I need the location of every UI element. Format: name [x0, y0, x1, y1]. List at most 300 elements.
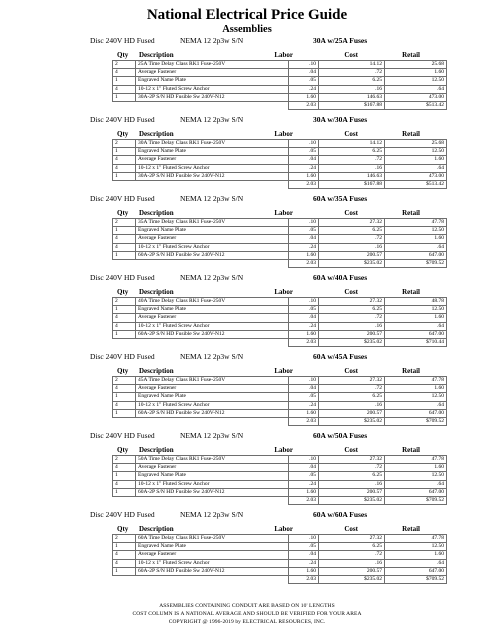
cell-retail: .64: [385, 559, 447, 567]
cell-retail: .64: [385, 401, 447, 409]
total-cost: $167.88: [319, 181, 385, 189]
cell-description: 30A Time Delay Class RK1 Fuse-250V: [136, 140, 289, 148]
cell-labor: .04: [289, 314, 319, 322]
column-header-cost: Cost: [344, 446, 358, 454]
section-type: Disc 240V HD Fused: [90, 115, 155, 124]
cell-labor: .24: [289, 480, 319, 488]
cell-cost: 6.25: [319, 306, 385, 314]
cell-description: Engraved Name Plate: [136, 148, 289, 156]
cell-retail: .64: [385, 322, 447, 330]
cell-labor: .10: [289, 456, 319, 464]
total-blank-cell: [113, 339, 136, 347]
cell-qty: 4: [113, 235, 136, 243]
total-row: [113, 339, 447, 347]
cell-labor: .04: [289, 69, 319, 77]
cell-cost: .16: [319, 401, 385, 409]
section-type: Disc 240V HD Fused: [90, 431, 155, 440]
cell-labor: .05: [289, 227, 319, 235]
cell-labor: .10: [289, 535, 319, 543]
cell-retail: 48.78: [385, 298, 447, 306]
cell-description: 30A-2P S/N HD Fusible Sw 240V-N12: [136, 93, 289, 101]
cell-qty: 4: [113, 69, 136, 77]
total-row: [113, 576, 447, 584]
section-header: [0, 509, 494, 520]
cell-qty: 4: [113, 385, 136, 393]
total-labor: 2.03: [289, 497, 319, 505]
cell-description: Average Fastener: [136, 464, 289, 472]
table-row: [113, 85, 447, 93]
page-subtitle: Assemblies: [222, 24, 272, 35]
total-cost: $235.02: [319, 418, 385, 426]
column-header-labor: Labor: [274, 130, 293, 138]
cell-labor: .10: [289, 377, 319, 385]
cell-cost: 6.25: [319, 472, 385, 480]
cell-qty: 1: [113, 567, 136, 575]
cell-labor: 1.60: [289, 93, 319, 101]
cell-cost: 6.25: [319, 543, 385, 551]
cell-description: 10-12 x 1" Fluted Screw Anchor: [136, 164, 289, 172]
column-header-labor: Labor: [274, 51, 293, 59]
cell-labor: .10: [289, 298, 319, 306]
cell-qty: 2: [113, 298, 136, 306]
cell-retail: 12.50: [385, 227, 447, 235]
table-row: [113, 172, 447, 180]
section-type: Disc 240V HD Fused: [90, 273, 155, 282]
cell-cost: 27.32: [319, 535, 385, 543]
cell-cost: 146.63: [319, 93, 385, 101]
cell-description: Engraved Name Plate: [136, 306, 289, 314]
cell-cost: 27.32: [319, 219, 385, 227]
cell-description: Engraved Name Plate: [136, 543, 289, 551]
total-row: [113, 260, 447, 268]
cell-labor: .10: [289, 140, 319, 148]
section-type: Disc 240V HD Fused: [90, 194, 155, 203]
section-rating: 60A w/45A Fuses: [313, 352, 368, 361]
total-blank-cell: [113, 497, 136, 505]
column-header-retail: Retail: [402, 446, 420, 454]
cell-qty: 1: [113, 472, 136, 480]
cell-labor: .04: [289, 464, 319, 472]
column-header-labor: Labor: [274, 367, 293, 375]
cell-qty: 2: [113, 140, 136, 148]
table-row: [113, 543, 447, 551]
column-header-labor: Labor: [274, 288, 293, 296]
cell-qty: 1: [113, 227, 136, 235]
total-labor: 2.03: [289, 102, 319, 110]
table-row: [113, 69, 447, 77]
total-blank-cell: [113, 181, 136, 189]
cell-cost: .72: [319, 314, 385, 322]
cell-cost: 200.57: [319, 251, 385, 259]
column-header-qty: Qty: [117, 525, 129, 533]
cell-qty: 4: [113, 480, 136, 488]
section-enclosure: NEMA 12 2p3w S/N: [180, 352, 244, 361]
cell-description: 10-12 x 1" Fluted Screw Anchor: [136, 243, 289, 251]
cell-qty: 1: [113, 77, 136, 85]
column-header-retail: Retail: [402, 51, 420, 59]
table-row: [113, 330, 447, 338]
cell-cost: 27.32: [319, 456, 385, 464]
section-rating: 60A w/50A Fuses: [313, 431, 368, 440]
column-headers: [0, 445, 494, 455]
cell-description: 60A-2P S/N HD Fusible Sw 240V-N12: [136, 488, 289, 496]
column-header-cost: Cost: [344, 51, 358, 59]
cell-description: 45A Time Delay Class RK1 Fuse-250V: [136, 377, 289, 385]
assembly-sections: [0, 35, 494, 588]
total-retail: $513.42: [385, 181, 447, 189]
column-header-description: Description: [139, 288, 174, 296]
cell-qty: 1: [113, 172, 136, 180]
cell-qty: 2: [113, 61, 136, 69]
table-row: [113, 243, 447, 251]
cell-retail: 12.50: [385, 77, 447, 85]
cell-description: 10-12 x 1" Fluted Screw Anchor: [136, 85, 289, 93]
cell-qty: 4: [113, 401, 136, 409]
cell-qty: 1: [113, 251, 136, 259]
cell-retail: 473.00: [385, 172, 447, 180]
cell-cost: 6.25: [319, 77, 385, 85]
cell-qty: 1: [113, 148, 136, 156]
cell-qty: 1: [113, 488, 136, 496]
cell-labor: .24: [289, 85, 319, 93]
column-header-cost: Cost: [344, 525, 358, 533]
table-row: [113, 140, 447, 148]
cell-retail: 12.50: [385, 543, 447, 551]
total-blank-cell: [136, 260, 289, 268]
column-header-qty: Qty: [117, 446, 129, 454]
footer-note-cost: COST COLUMN IS A NATIONAL AVERAGE AND SHOULD BE VERIFIED FOR YOUR AREA: [132, 611, 362, 617]
cell-retail: 647.00: [385, 488, 447, 496]
column-header-description: Description: [139, 367, 174, 375]
cell-labor: 1.60: [289, 567, 319, 575]
cell-retail: 647.00: [385, 330, 447, 338]
cell-qty: 4: [113, 314, 136, 322]
column-header-qty: Qty: [117, 209, 129, 217]
cell-retail: 1.60: [385, 464, 447, 472]
cell-qty: 4: [113, 551, 136, 559]
cell-retail: 25.68: [385, 140, 447, 148]
cell-description: Average Fastener: [136, 314, 289, 322]
table-row: [113, 480, 447, 488]
cell-cost: 200.57: [319, 409, 385, 417]
section-enclosure: NEMA 12 2p3w S/N: [180, 273, 244, 282]
column-header-labor: Labor: [274, 525, 293, 533]
cell-qty: 2: [113, 456, 136, 464]
cell-description: Average Fastener: [136, 551, 289, 559]
column-header-labor: Labor: [274, 446, 293, 454]
cell-cost: .72: [319, 464, 385, 472]
cell-cost: 200.57: [319, 567, 385, 575]
table-row: [113, 314, 447, 322]
column-header-retail: Retail: [402, 209, 420, 217]
table-row: [113, 148, 447, 156]
page-title: National Electrical Price Guide: [146, 7, 348, 23]
cell-description: Engraved Name Plate: [136, 472, 289, 480]
cell-cost: 6.25: [319, 148, 385, 156]
section-header: [0, 35, 494, 46]
cell-labor: .24: [289, 401, 319, 409]
total-blank-cell: [136, 339, 289, 347]
total-labor: 2.03: [289, 418, 319, 426]
total-labor: 2.03: [289, 260, 319, 268]
cell-cost: .16: [319, 480, 385, 488]
cell-description: 25A Time Delay Class RK1 Fuse-250V: [136, 61, 289, 69]
table-row: [113, 567, 447, 575]
cell-cost: .72: [319, 385, 385, 393]
cell-qty: 1: [113, 93, 136, 101]
total-blank-cell: [136, 181, 289, 189]
cell-description: 60A-2P S/N HD Fusible Sw 240V-N12: [136, 251, 289, 259]
total-blank-cell: [136, 497, 289, 505]
cell-description: 50A Time Delay Class RK1 Fuse-250V: [136, 456, 289, 464]
items-table: [112, 218, 447, 268]
column-header-description: Description: [139, 51, 174, 59]
items-table: [112, 60, 447, 110]
cell-description: 35A Time Delay Class RK1 Fuse-250V: [136, 219, 289, 227]
table-row: [113, 219, 447, 227]
total-labor: 2.03: [289, 181, 319, 189]
cell-description: Average Fastener: [136, 156, 289, 164]
column-headers: [0, 366, 494, 376]
cell-qty: 4: [113, 243, 136, 251]
section-type: Disc 240V HD Fused: [90, 510, 155, 519]
cell-labor: 1.60: [289, 251, 319, 259]
column-header-cost: Cost: [344, 288, 358, 296]
cell-description: Average Fastener: [136, 385, 289, 393]
items-table: [112, 139, 447, 189]
column-header-retail: Retail: [402, 525, 420, 533]
table-row: [113, 306, 447, 314]
cell-qty: 1: [113, 543, 136, 551]
cell-description: 60A-2P S/N HD Fusible Sw 240V-N12: [136, 409, 289, 417]
cell-retail: 1.60: [385, 69, 447, 77]
table-row: [113, 93, 447, 101]
cell-retail: 12.50: [385, 148, 447, 156]
cell-retail: 12.50: [385, 472, 447, 480]
column-header-qty: Qty: [117, 130, 129, 138]
table-row: [113, 77, 447, 85]
section-rating: 30A w/25A Fuses: [313, 36, 368, 45]
cell-labor: 1.60: [289, 330, 319, 338]
table-row: [113, 472, 447, 480]
cell-description: Average Fastener: [136, 235, 289, 243]
cell-description: 30A-2P S/N HD Fusible Sw 240V-N12: [136, 172, 289, 180]
column-headers: [0, 50, 494, 60]
total-retail: $710.44: [385, 339, 447, 347]
cell-labor: .04: [289, 385, 319, 393]
cell-cost: .16: [319, 85, 385, 93]
cell-description: 10-12 x 1" Fluted Screw Anchor: [136, 322, 289, 330]
table-row: [113, 401, 447, 409]
cell-cost: .16: [319, 322, 385, 330]
column-headers: [0, 287, 494, 297]
section-rating: 60A w/40A Fuses: [313, 273, 368, 282]
cell-cost: .72: [319, 69, 385, 77]
items-table: [112, 376, 447, 426]
cell-description: 60A-2P S/N HD Fusible Sw 240V-N12: [136, 330, 289, 338]
cell-qty: 2: [113, 377, 136, 385]
total-retail: $709.52: [385, 576, 447, 584]
total-retail: $709.52: [385, 418, 447, 426]
items-table: [112, 534, 447, 584]
cell-description: Average Fastener: [136, 69, 289, 77]
column-header-qty: Qty: [117, 51, 129, 59]
section-enclosure: NEMA 12 2p3w S/N: [180, 36, 244, 45]
section-rating: 30A w/30A Fuses: [313, 115, 368, 124]
cell-description: 60A Time Delay Class RK1 Fuse-250V: [136, 535, 289, 543]
cell-description: Engraved Name Plate: [136, 227, 289, 235]
column-header-cost: Cost: [344, 209, 358, 217]
cell-retail: 1.60: [385, 235, 447, 243]
column-header-labor: Labor: [274, 209, 293, 217]
column-header-cost: Cost: [344, 367, 358, 375]
table-row: [113, 298, 447, 306]
cell-description: 10-12 x 1" Fluted Screw Anchor: [136, 401, 289, 409]
table-row: [113, 235, 447, 243]
cell-labor: .24: [289, 164, 319, 172]
section-enclosure: NEMA 12 2p3w S/N: [180, 431, 244, 440]
cell-labor: .04: [289, 235, 319, 243]
column-header-description: Description: [139, 130, 174, 138]
cell-retail: 47.78: [385, 219, 447, 227]
section-header: [0, 430, 494, 441]
table-row: [113, 559, 447, 567]
cell-qty: 1: [113, 393, 136, 401]
total-cost: $235.02: [319, 339, 385, 347]
total-row: [113, 497, 447, 505]
table-row: [113, 464, 447, 472]
cell-cost: 146.63: [319, 172, 385, 180]
cell-retail: 647.00: [385, 567, 447, 575]
section-header: [0, 272, 494, 283]
section-header: [0, 193, 494, 204]
table-row: [113, 385, 447, 393]
column-header-cost: Cost: [344, 130, 358, 138]
cell-qty: 2: [113, 219, 136, 227]
column-header-retail: Retail: [402, 367, 420, 375]
table-row: [113, 409, 447, 417]
footer-copyright: COPYRIGHT @ 1996-2019 by ELECTRICAL RESOURCES, INC.: [168, 619, 326, 625]
total-blank-cell: [136, 102, 289, 110]
column-header-qty: Qty: [117, 367, 129, 375]
total-row: [113, 418, 447, 426]
cell-cost: 6.25: [319, 393, 385, 401]
cell-qty: 1: [113, 409, 136, 417]
cell-labor: .05: [289, 306, 319, 314]
table-row: [113, 156, 447, 164]
table-row: [113, 251, 447, 259]
cell-labor: .05: [289, 77, 319, 85]
column-header-retail: Retail: [402, 288, 420, 296]
total-blank-cell: [136, 576, 289, 584]
cell-labor: .05: [289, 393, 319, 401]
total-blank-cell: [136, 418, 289, 426]
column-header-description: Description: [139, 446, 174, 454]
table-row: [113, 456, 447, 464]
total-blank-cell: [113, 260, 136, 268]
cell-description: Engraved Name Plate: [136, 77, 289, 85]
cell-labor: 1.60: [289, 488, 319, 496]
section-rating: 60A w/35A Fuses: [313, 194, 368, 203]
cell-description: 40A Time Delay Class RK1 Fuse-250V: [136, 298, 289, 306]
section-enclosure: NEMA 12 2p3w S/N: [180, 115, 244, 124]
column-header-description: Description: [139, 525, 174, 533]
table-row: [113, 227, 447, 235]
cell-labor: .24: [289, 243, 319, 251]
cell-labor: 1.60: [289, 409, 319, 417]
table-row: [113, 535, 447, 543]
table-row: [113, 164, 447, 172]
cell-retail: 12.50: [385, 306, 447, 314]
section-rating: 60A w/60A Fuses: [313, 510, 368, 519]
table-row: [113, 377, 447, 385]
table-row: [113, 551, 447, 559]
cell-cost: 14.12: [319, 140, 385, 148]
cell-qty: 4: [113, 322, 136, 330]
cell-description: 10-12 x 1" Fluted Screw Anchor: [136, 480, 289, 488]
total-retail: $709.52: [385, 497, 447, 505]
cell-labor: .04: [289, 551, 319, 559]
cell-qty: 2: [113, 535, 136, 543]
cell-description: 10-12 x 1" Fluted Screw Anchor: [136, 559, 289, 567]
total-labor: 2.03: [289, 339, 319, 347]
cell-retail: 647.00: [385, 409, 447, 417]
cell-retail: .64: [385, 164, 447, 172]
cell-cost: .72: [319, 156, 385, 164]
cell-cost: .16: [319, 164, 385, 172]
cell-qty: 4: [113, 156, 136, 164]
cell-cost: 27.32: [319, 377, 385, 385]
cell-retail: .64: [385, 243, 447, 251]
cell-retail: 25.68: [385, 61, 447, 69]
total-retail: $709.52: [385, 260, 447, 268]
cell-retail: 1.60: [385, 385, 447, 393]
cell-retail: .64: [385, 480, 447, 488]
cell-retail: 47.78: [385, 456, 447, 464]
cell-labor: .24: [289, 322, 319, 330]
column-headers: [0, 524, 494, 534]
total-row: [113, 181, 447, 189]
cell-cost: 27.32: [319, 298, 385, 306]
cell-cost: 6.25: [319, 227, 385, 235]
section-enclosure: NEMA 12 2p3w S/N: [180, 510, 244, 519]
column-headers: [0, 129, 494, 139]
assembly-section: [0, 351, 494, 430]
cell-retail: 647.00: [385, 251, 447, 259]
cell-labor: .05: [289, 543, 319, 551]
cell-qty: 1: [113, 330, 136, 338]
cell-labor: .04: [289, 156, 319, 164]
total-blank-cell: [113, 418, 136, 426]
cell-retail: 473.00: [385, 93, 447, 101]
cell-retail: 1.60: [385, 156, 447, 164]
cell-retail: 12.50: [385, 393, 447, 401]
column-header-retail: Retail: [402, 130, 420, 138]
cell-retail: 1.60: [385, 551, 447, 559]
total-retail: $513.42: [385, 102, 447, 110]
cell-cost: 14.12: [319, 61, 385, 69]
section-type: Disc 240V HD Fused: [90, 36, 155, 45]
cell-qty: 4: [113, 464, 136, 472]
table-row: [113, 488, 447, 496]
column-header-qty: Qty: [117, 288, 129, 296]
cell-retail: 1.60: [385, 314, 447, 322]
cell-description: Engraved Name Plate: [136, 393, 289, 401]
cell-qty: 1: [113, 306, 136, 314]
section-enclosure: NEMA 12 2p3w S/N: [180, 194, 244, 203]
total-cost: $167.88: [319, 102, 385, 110]
assembly-section: [0, 430, 494, 509]
